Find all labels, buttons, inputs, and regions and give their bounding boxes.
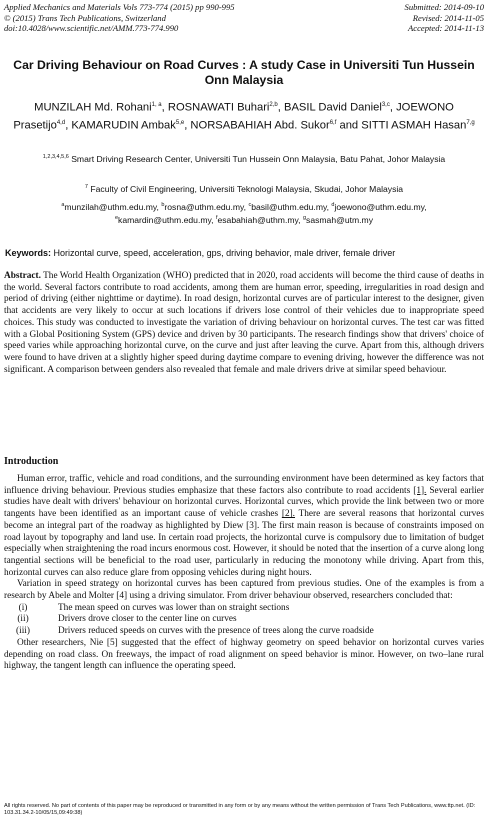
affiliation-mark: 7 [84, 184, 88, 190]
citation-link[interactable]: [1]. [413, 485, 427, 496]
submitted-date: Submitted: 2014-09-10 [404, 2, 484, 12]
author-emails: $^a$munzilah@uthm.edu.my, $^b$rosna@uthm.edu.my, $^c$basil@uthm.edu.my, $^d$joewono@uthm.edu.my, $^e$kamardin@uthm.edu.my, $^f$esabahiah@uthm.my, $^g$sasmah@utm.my [61, 201, 427, 225]
affiliation-1 [10, 152, 478, 165]
author-name: MUNZILAH Md. Rohani [34, 101, 152, 114]
copyright-footer: All rights reserved. No part of contents of this paper may be reproduced or transmitted in any form or by any means without the written permission of Trans Tech Publications, www.ttp.net. (ID: 103.31.34.2-10/05/15,09:49:38) [4, 803, 476, 816]
affiliation-text: Faculty of Civil Engineering, Universiti Teknologi Malaysia, Skudai, Johor Malaysia [90, 183, 404, 194]
author-affiliation-mark: 6,f [329, 120, 337, 127]
section-heading: Introduction [4, 456, 59, 467]
submission-dates [405, 2, 484, 34]
author-affiliation-mark: 1, a [151, 102, 162, 108]
affiliation-text: Smart Driving Research Center, Universiti Tun Hussein Onn Malaysia, Batu Pahat, Johor Malaysia [71, 153, 446, 164]
email-link[interactable]: sasmah@utm.my [306, 214, 373, 225]
keywords-line [5, 248, 483, 259]
list-item: (i) The mean speed on curves was lower than on straight sections [4, 603, 484, 615]
list-number: (i) [18, 602, 28, 613]
author-name: KAMARUDIN Ambak [71, 119, 176, 132]
author-affiliation-mark: 7,g [466, 120, 475, 127]
author-affiliation-mark: 5,e [175, 120, 185, 127]
intro-paragraph-1: Human error, traffic, vehicle and road conditions, and the surrounding environment have been determined as key factors that influence driving behaviour. Previous studies emphasize that these factors also contribute to road accidents [1]. Several earlier studies have dealt with drivers' behaviour on horizontal curves. Horizontal curves, which provide the link between two or more tangents have been identified as an important cause of vehicle crashes [2]. There are several reasons that horizontal curves become an integral part of the roadway as highlighted by Diew [3]. The first main reason is because of constraints imposed on road layout by topography and land use. In certain road projects, the horizontal curve is compulsory due to limitation of budget especially when straightening the road incurs enormous cost. However, it should be noted that the insertion of a curve along long tangential sections will be beneficial to the road user, particularly in reducing the monotony while driving. Apart from this, horizontal curves can also reduce glare from opposing vehicles during night hours. [4, 474, 484, 578]
author-affiliation-mark: 2,b [269, 102, 278, 108]
revised-date: Revised: 2014-11-05 [412, 12, 484, 23]
author-affiliation-mark: 4,d [56, 120, 66, 127]
author-name: ROSNAWATI Buhari [167, 101, 270, 114]
author-conjunction: and [339, 119, 359, 132]
affiliation-2 [10, 182, 478, 195]
author-name: SITTI ASMAH Hasan [361, 119, 467, 132]
intro-paragraph-2: Variation in speed strategy on horizontal curves has been captured from previous studies. One of the examples is from a research by Abele and Molter [4] using a driving simulator. From driver behaviour observed, researchers concluded that: [4, 579, 484, 602]
intro-paragraph-3: Other researchers, Nie [5] suggested that the effect of highway geometry on speed behavior on horizontal curves varies depending on road class. On freeways, the impact of road alignment on speed behavior is minor. However, on two–lane rural highway, the tangent length can influence the operating speed. [4, 637, 484, 672]
copyright-line: © (2015) Trans Tech Publications, Switzerland [4, 12, 166, 23]
citation-link[interactable]: [2]. [281, 509, 296, 520]
observation-list [4, 603, 484, 638]
email-link[interactable]: basil@uthm.edu.my, [251, 201, 330, 212]
keywords-text: Horizontal curve, speed, acceleration, gps, driving behavior, male driver, female driver [53, 248, 396, 258]
abstract-block [4, 271, 484, 376]
author-affiliation-mark: 3,c [381, 102, 390, 108]
author-name: NORSABAHIAH Abd. Sukor [190, 119, 330, 132]
list-number: (ii) [17, 614, 29, 625]
keywords-label: Keywords: [5, 248, 52, 258]
email-link[interactable]: esabahiah@uthm.my, [217, 214, 301, 225]
author-name: BASIL David Daniel [283, 101, 382, 114]
author-list: MUNZILAH Md. Rohani$^{1, a}$, ROSNAWATI Buhari$^{2,b}$, BASIL David Daniel$^{3,c}$, JOEWONO Prasetijo$^{4,d}$, KAMARUDIN Ambak$^{5,e}$, NORSABAHIAH Abd. Sukor$^{6,f}$ and SITTI ASMAH Hasan$^{7,g}$ [13, 101, 475, 132]
paper-title: Car Driving Behaviour on Road Curves : A study Case in Universiti Tun Hussein Onn Malaysia [13, 58, 475, 87]
abstract-text: The World Health Organization (WHO) predicted that in 2020, road accidents will become the third cause of deaths in the world. Several factors contribute to road accidents, among them are human error, speeding, irregularities in road design and period of driving (either nighttime or daytime). In road design, horizontal curves are of particular interest to the designer, given that accidents are very likely to occur at such locations if drivers lose control of their vehicles due to inappropriate speed choices. This study was conducted to investigate the variation of driving behaviour on horizontal curves. The test car was fitted with a Global Positioning System (GPS) device and driven by 30 participants. The research findings show that drivers' choice of speed varies while approaching horizontal curve, on the curve and just after leaving the curve. Apart from this, although drivers were found to have driven at a slightly higher speed during daytime compare to evening driving, however the difference was not significant. A comparison between genders also revealed that female and male drivers drive at similar speed behaviour. [4, 271, 485, 375]
author-name: JOEWONO Prasetijo [13, 101, 454, 132]
journal-citation: Applied Mechanics and Materials Vols 773-774 (2015) pp 990-995 [4, 2, 235, 12]
list-item: (iii) Drivers reduced speeds on curves with the presence of trees along the curve roadside [4, 626, 484, 638]
email-link[interactable]: kamardin@uthm.edu.my, [118, 214, 214, 225]
email-link[interactable]: joewono@uthm.edu.my, [334, 201, 427, 212]
affiliation-mark: 1,2,3,4,5,6 [42, 154, 69, 160]
email-link[interactable]: munzilah@uthm.edu.my, [64, 201, 159, 212]
list-item: (ii) Drivers drove closer to the center line on curves [4, 614, 484, 626]
email-link[interactable]: rosna@uthm.edu.my, [164, 201, 247, 212]
abstract-label: Abstract. [4, 271, 41, 281]
introduction-body [4, 474, 484, 673]
list-number: (iii) [16, 626, 30, 637]
doi-line: doi:10.4028/www.scientific.net/AMM.773-774.990 [4, 23, 179, 34]
accepted-date: Accepted: 2014-11-13 [408, 23, 484, 34]
journal-header [4, 2, 235, 34]
